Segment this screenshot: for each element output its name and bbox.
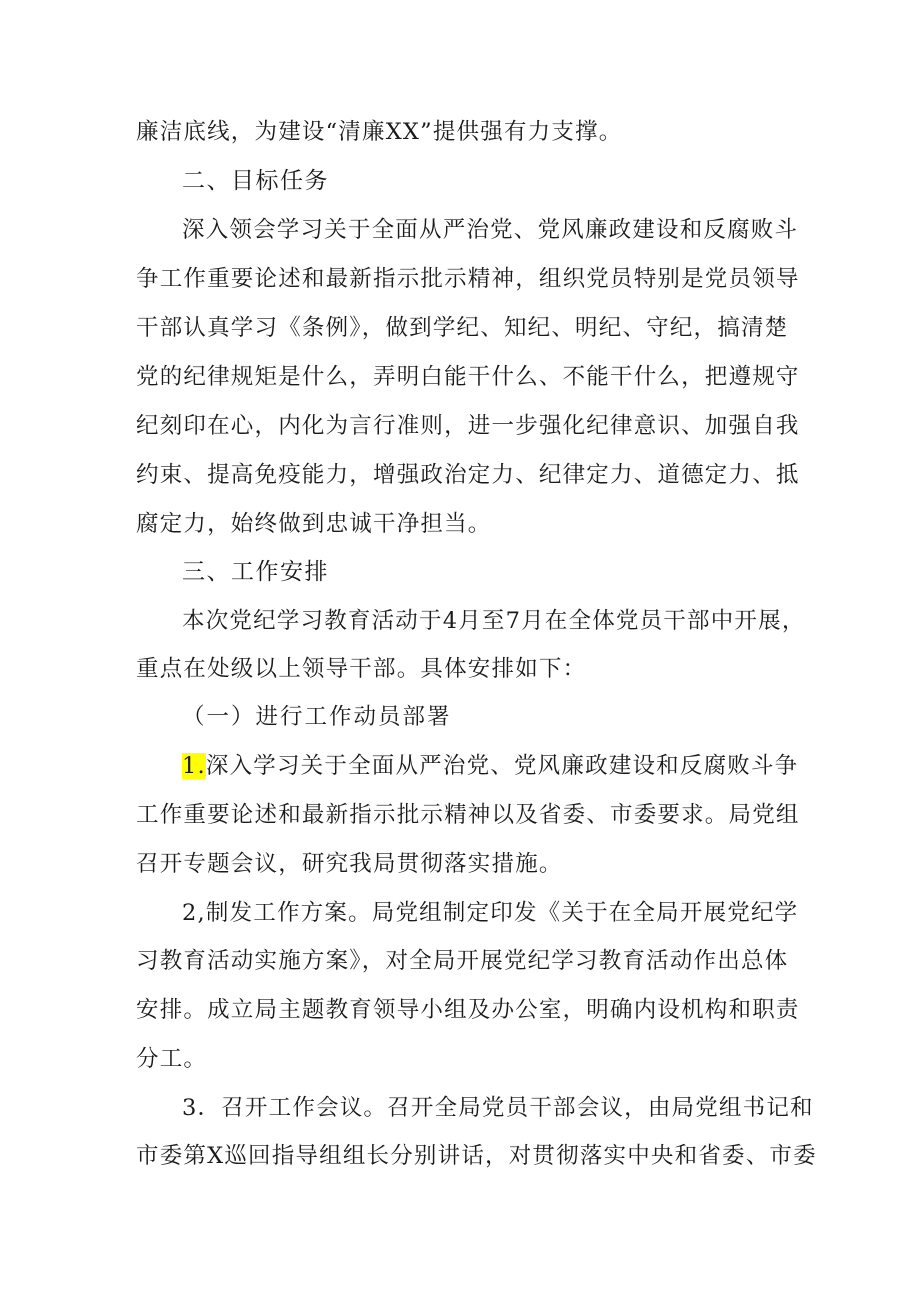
paragraph-line: 重点在处级以上领导干部。具体安排如下： — [136, 656, 587, 682]
paragraph-line: 争工作重要论述和最新指示批示精神，组织党员特别是党员领导 — [136, 266, 800, 292]
paragraph-line: 召开专题会议，研究我局贯彻落实措施。 — [136, 851, 563, 877]
paragraph-line: 党的纪律规矩是什么，弄明白能干什么、不能干什么，把遵规守 — [136, 364, 800, 390]
paragraph-line: 腐定力，始终做到忠诚干净担当。 — [136, 511, 492, 537]
paragraph-line: 约束、提高免疫能力，增强政治定力、纪律定力、道德定力、抵 — [136, 462, 800, 488]
paragraph-line: 干部认真学习《条例》，做到学纪、知纪、明纪、守纪，搞清楚 — [136, 315, 789, 341]
item-text: 深入学习关于全面从严治党、党风廉政建设和反腐败斗争 — [205, 753, 799, 779]
numbered-item-2: 2,制发工作方案。局党组制定印发《关于在全局开展党纪学 — [182, 900, 799, 926]
numbered-item-3: 3．召开工作会议。召开全局党员干部会议，由局党组书记和 — [182, 1095, 814, 1121]
paragraph-line: 分工。 — [136, 1046, 208, 1072]
paragraph-line: 市委第X巡回指导组组长分别讲话，对贯彻落实中央和省委、市委 — [136, 1143, 817, 1169]
paragraph-line: 安排。成立局主题教育领导小组及办公室，明确内设机构和职责 — [136, 997, 800, 1023]
paragraph-line: 习教育活动实施方案》，对全局开展党纪学习教育活动作出总体 — [136, 948, 789, 974]
paragraph-line: 工作重要论述和最新指示批示精神以及省委、市委要求。局党组 — [136, 802, 800, 828]
paragraph-line: 廉洁底线，为建设“清廉XX”提供强有力支撑。 — [136, 119, 623, 145]
section-heading-goals: 二、目标任务 — [182, 168, 329, 194]
highlighted-number: 1. — [182, 753, 206, 779]
subsection-heading: （一）进行工作动员部署 — [182, 704, 452, 730]
paragraph-line: 深入领会学习关于全面从严治党、党风廉政建设和反腐败斗 — [182, 217, 799, 243]
paragraph-line: 纪刻印在心，内化为言行准则，进一步强化纪律意识、加强自我 — [136, 413, 800, 439]
numbered-item-1 — [182, 751, 798, 781]
paragraph-line: 本次党纪学习教育活动于4月至7月在全体党员干部中开展， — [182, 608, 806, 634]
section-heading-arrangement: 三、工作安排 — [182, 559, 329, 585]
